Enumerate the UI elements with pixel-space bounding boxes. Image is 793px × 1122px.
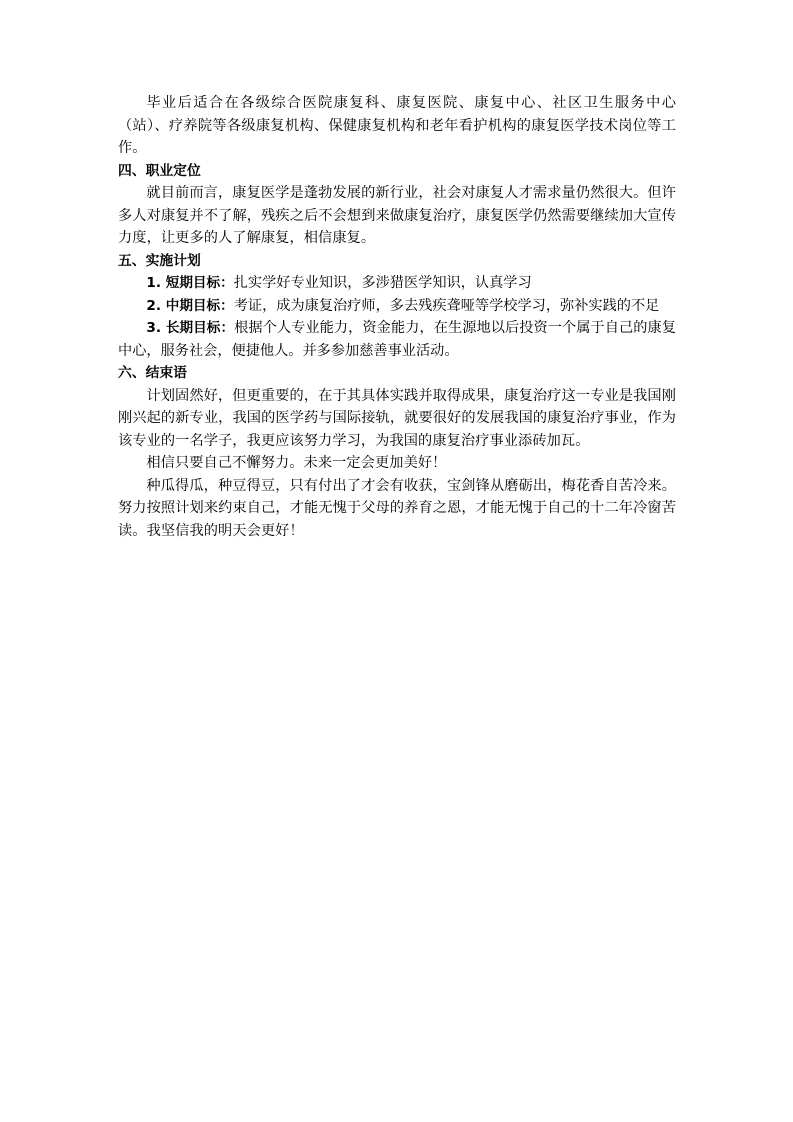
document-page <box>118 92 676 542</box>
plan-item-short-term <box>118 272 676 295</box>
plan-item-long-term <box>118 317 676 362</box>
plan-item-mid-term-lead: 2. 中期目标： <box>146 297 234 314</box>
plan-item-mid-term <box>118 295 676 318</box>
positioning-paragraph: 就目前而言，康复医学是蓬勃发展的新行业，社会对康复人才需求量仍然很大。但许多人对康复并不了解，残疾之后不会想到来做康复治疗，康复医学仍然需要继续加大宣传力度，让更多的人了解康复，相信康复。 <box>118 185 676 246</box>
employment-paragraph: 毕业后适合在各级综合医院康复科、康复医院、康复中心、社区卫生服务中心（站）、疗养院等各级康复机构、保健康复机构和老年看护机构的康复医学技术岗位等工作。 <box>118 95 676 156</box>
plan-item-mid-term-text: 考证，成为康复治疗师，多去残疾聋哑等学校学习，弥补实践的不足 <box>233 297 660 314</box>
conclusion-paragraph-1: 计划固然好，但更重要的，在于其具体实践并取得成果，康复治疗这一专业是我国刚刚兴起的新专业，我国的医学药与国际接轨，就要很好的发展我国的康复治疗事业，作为该专业的一名学子，我更应该努力学习，为我国的康复治疗事业添砖加瓦。 <box>118 387 676 449</box>
conclusion-paragraph-2: 相信只要自己不懈努力。未来一定会更加美好！ <box>146 455 447 471</box>
conclusion-paragraph-3: 种瓜得瓜，种豆得豆，只有付出了才会有收获，宝剑锋从磨砺出，梅花香自苦冷来。努力按照计划来约束自己，才能无愧于父母的养育之恩，才能无愧于自己的十二年冷窗苦读。我坚信我的明天会更好！ <box>118 477 676 539</box>
plan-item-long-term-text: 根据个人专业能力，资金能力，在生源地以后投资一个属于自己的康复中心，服务社会，便捷他人。并多参加慈善事业活动。 <box>118 320 676 359</box>
section-heading-conclusion: 六、结束语 <box>118 365 187 381</box>
plan-item-short-term-lead: 1. 短期目标： <box>146 275 234 291</box>
section-heading-implementation-plan: 五、实施计划 <box>118 252 201 269</box>
section-heading-career-positioning: 四、职业定位 <box>118 162 201 179</box>
plan-item-short-term-text: 扎实学好专业知识，多涉猎医学知识，认真学习 <box>233 275 532 291</box>
plan-item-long-term-lead: 3. 长期目标： <box>146 320 235 336</box>
